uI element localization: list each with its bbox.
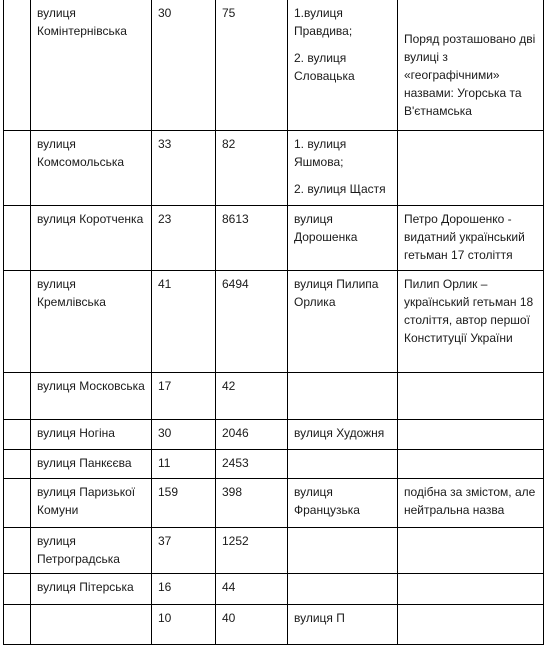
row-index-cell <box>4 0 31 131</box>
count-b-cell: 2046 <box>216 420 288 450</box>
new-name-line: вулиця Французька <box>294 485 360 517</box>
street-renaming-table <box>3 0 544 645</box>
count-b-cell: 398 <box>216 479 288 528</box>
note-cell <box>398 420 544 450</box>
new-name-cell <box>288 479 398 528</box>
row-index-cell <box>4 206 31 271</box>
new-name-line <box>294 454 391 463</box>
table-row <box>4 271 544 373</box>
note-cell: Петро Дорошенко - видатний український гетьман 17 століття <box>398 206 544 271</box>
new-name-cell <box>288 420 398 450</box>
table-row <box>4 528 544 574</box>
count-b-cell: 82 <box>216 131 288 206</box>
note-cell <box>398 450 544 479</box>
new-name-line: 1. вулиця Яшмова; <box>294 137 347 169</box>
table-row <box>4 605 544 645</box>
count-a-cell: 37 <box>152 528 216 574</box>
table-row <box>4 479 544 528</box>
new-name-line: вулиця П <box>294 611 345 625</box>
count-a-cell: 23 <box>152 206 216 271</box>
table-row <box>4 206 544 271</box>
street-name-cell <box>31 605 152 645</box>
street-name-cell: вулиця Пітерська <box>31 574 152 605</box>
new-name-line <box>294 578 391 587</box>
new-name-line <box>294 377 391 386</box>
new-name-cell <box>288 450 398 479</box>
table-row <box>4 373 544 420</box>
count-b-cell: 42 <box>216 373 288 420</box>
row-index-cell <box>4 574 31 605</box>
row-index-cell <box>4 373 31 420</box>
new-name-line: 2. вулиця Щастя <box>294 182 386 196</box>
note-cell: подібна за змістом, але нейтральна назва <box>398 479 544 528</box>
new-name-line <box>294 171 391 180</box>
count-a-cell: 159 <box>152 479 216 528</box>
count-b-cell: 8613 <box>216 206 288 271</box>
street-name-cell: вулиця Ногіна <box>31 420 152 450</box>
new-name-cell <box>288 206 398 271</box>
new-name-cell <box>288 528 398 574</box>
note-cell: Поряд розташовано дві вулиці з «географічними» назвами: Угорська та В'єтнамська <box>398 0 544 131</box>
new-name-line <box>294 532 391 541</box>
count-a-cell: 10 <box>152 605 216 645</box>
count-a-cell: 41 <box>152 271 216 373</box>
street-name-cell: вулиця Паризької Комуни <box>31 479 152 528</box>
count-a-cell: 33 <box>152 131 216 206</box>
table-row <box>4 420 544 450</box>
table-row <box>4 450 544 479</box>
count-a-cell: 16 <box>152 574 216 605</box>
row-index-cell <box>4 605 31 645</box>
count-a-cell: 11 <box>152 450 216 479</box>
new-name-line <box>294 40 391 49</box>
row-index-cell <box>4 479 31 528</box>
count-b-cell: 2453 <box>216 450 288 479</box>
note-cell <box>398 528 544 574</box>
street-name-cell: вулиця Комінтернівська <box>31 0 152 131</box>
count-b-cell: 6494 <box>216 271 288 373</box>
street-name-cell: вулиця Петроградська <box>31 528 152 574</box>
new-name-cell <box>288 271 398 373</box>
row-index-cell <box>4 420 31 450</box>
new-name-cell <box>288 373 398 420</box>
new-name-line: 2. вулиця Словацька <box>294 51 355 83</box>
row-index-cell <box>4 528 31 574</box>
street-name-cell: вулиця Коротченка <box>31 206 152 271</box>
new-name-cell <box>288 605 398 645</box>
count-b-cell: 44 <box>216 574 288 605</box>
new-name-cell <box>288 574 398 605</box>
new-name-line: вулиця Художня <box>294 426 385 440</box>
note-cell: Пилип Орлик – український гетьман 18 століття, автор першої Конституції України <box>398 271 544 373</box>
street-name-cell: вулиця Панкєєва <box>31 450 152 479</box>
new-name-cell <box>288 131 398 206</box>
row-index-cell <box>4 131 31 206</box>
street-name-cell: вулиця Московська <box>31 373 152 420</box>
note-cell <box>398 131 544 206</box>
count-b-cell: 75 <box>216 0 288 131</box>
count-a-cell: 30 <box>152 0 216 131</box>
table-row <box>4 574 544 605</box>
count-a-cell: 30 <box>152 420 216 450</box>
count-a-cell: 17 <box>152 373 216 420</box>
count-b-cell: 40 <box>216 605 288 645</box>
street-name-cell: вулиця Кремлівська <box>31 271 152 373</box>
table-row <box>4 0 544 131</box>
new-name-cell <box>288 0 398 131</box>
note-cell <box>398 574 544 605</box>
row-index-cell <box>4 271 31 373</box>
table-row <box>4 131 544 206</box>
count-b-cell: 1252 <box>216 528 288 574</box>
new-name-line: 1.вулиця Правдива; <box>294 6 353 38</box>
street-name-cell: вулиця Комсомольська <box>31 131 152 206</box>
new-name-line: вулиця Дорошенка <box>294 212 358 244</box>
new-name-line: вулиця Пилипа Орлика <box>294 277 379 309</box>
note-cell <box>398 605 544 645</box>
row-index-cell <box>4 450 31 479</box>
note-cell <box>398 373 544 420</box>
